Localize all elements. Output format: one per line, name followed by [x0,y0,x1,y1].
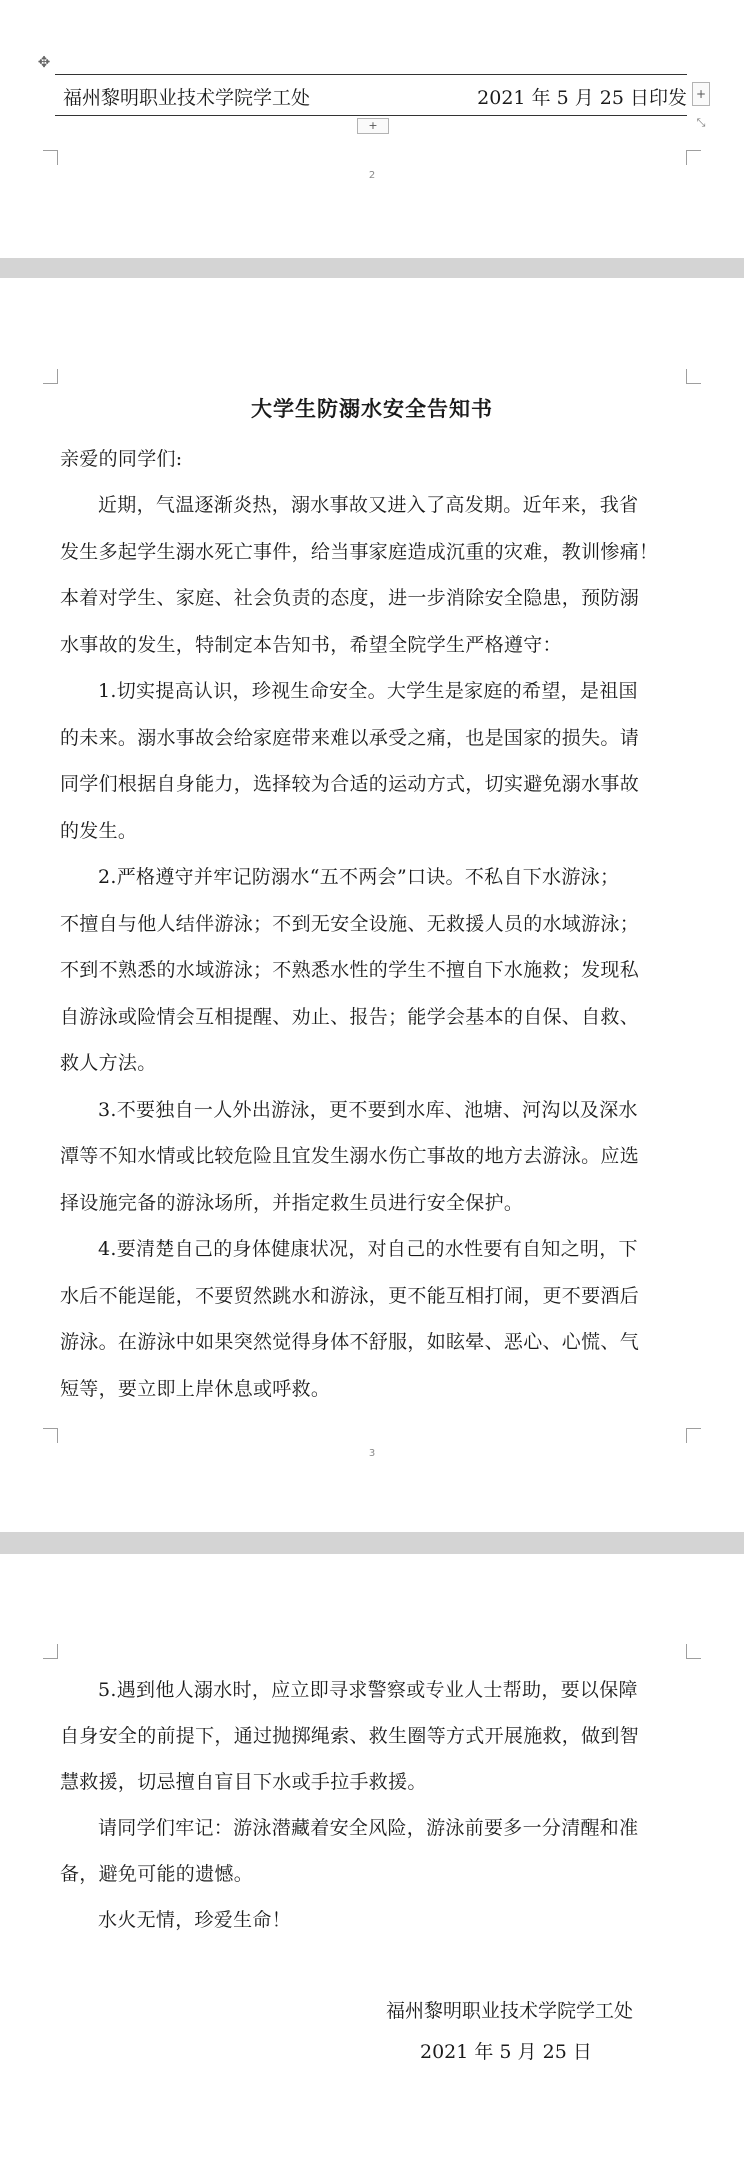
footer-issuer: 福州黎明职业技术学院学工处 [63,87,311,109]
page-gap [0,258,744,278]
margin-mark-bottom-right [686,150,701,165]
notice-text-line: 游泳。在游泳中如果突然觉得身体不舒服，如眩晕、恶心、心慌、气 [60,1331,640,1353]
margin-mark-bottom-left [43,1428,58,1443]
notice-text-line: 的未来。溺水事故会给家庭带来难以承受之痛，也是国家的损失。请 [60,726,640,749]
notice-text-line: 水后不能逞能，不要贸然跳水和游泳，更不能互相打闹，更不要酒后 [60,1284,640,1307]
page-number-2: 2 [368,170,376,181]
notice-text-line: 2.严格遵守并牢记防溺水“五不两会”口诀。不私自下水游泳； [98,866,620,888]
table-move-handle-icon[interactable]: ✥ [37,53,51,71]
margin-mark-top-left [43,369,58,384]
notice-text-line: 发生多起学生溺水死亡事件，给当事家庭造成沉重的灾难，教训惨痛！ [60,540,659,563]
signature-date: 2021 年 5 月 25 日 [420,2041,592,2063]
footer-issue-table [55,74,687,116]
notice-text-line: 自身安全的前提下，通过抛掷绳索、救生圈等方式开展施救，做到智 [60,1725,640,1747]
signature-issuer: 福州黎明职业技术学院学工处 [386,2000,634,2022]
notice-greeting: 亲爱的同学们: [60,448,183,470]
add-row-plus-icon[interactable]: + [357,118,389,134]
notice-text-line: 潭等不知水情或比较危险且宜发生溺水伤亡事故的地方去游泳。应选 [60,1145,640,1167]
notice-text-line: 4.要清楚自己的身体健康状况，对自己的水性要有自知之明，下 [98,1238,638,1260]
notice-text-line: 备，避免可能的遗憾。 [60,1863,254,1885]
notice-text-line: 1.切实提高认识，珍视生命安全。大学生是家庭的希望，是祖国 [98,680,638,702]
margin-mark-top-right [686,1644,701,1659]
add-column-plus-icon[interactable]: + [692,82,710,106]
notice-text-line: 救人方法。 [60,1052,157,1074]
notice-text-line: 不擅自与他人结伴游泳；不到无安全设施、无救援人员的水域游泳； [60,912,640,935]
notice-text-line: 自游泳或险情会互相提醒、劝止、报告；能学会基本的自保、自救、 [60,1005,640,1028]
notice-text-line: 水事故的发生，特制定本告知书，希望全院学生严格遵守： [60,633,562,656]
page-number-3: 3 [368,1448,376,1459]
notice-text-line: 3.不要独自一人外出游泳，更不要到水库、池塘、河沟以及深水 [98,1098,638,1121]
notice-title: 大学生防溺水安全告知书 [251,396,493,421]
margin-mark-top-right [686,369,701,384]
page-gap [0,1532,744,1554]
notice-text-line: 短等，要立即上岸休息或呼救。 [60,1377,331,1400]
table-resize-icon[interactable]: ⤡ [696,116,706,129]
notice-text-line: 5.遇到他人溺水时，应立即寻求警察或专业人士帮助，要以保障 [98,1679,638,1701]
notice-text-line: 水火无情，珍爱生命！ [98,1909,292,1931]
notice-text-line: 不到不熟悉的水域游泳；不熟悉水性的学生不擅自下水施救；发现私 [60,959,640,981]
notice-text-line: 的发生。 [60,819,138,842]
notice-text-line: 近期，气温逐渐炎热，溺水事故又进入了高发期。近年来，我省 [98,494,639,516]
footer-issue-date: 2021 年 5 月 25 日印发 [477,87,687,109]
notice-text-line: 本着对学生、家庭、社会负责的态度，进一步消除安全隐患，预防溺 [60,587,640,609]
notice-text-line: 同学们根据自身能力，选择较为合适的运动方式，切实避免溺水事故 [60,773,640,795]
margin-mark-top-left [43,1644,58,1659]
notice-text-line: 择设施完备的游泳场所，并指定救生员进行安全保护。 [60,1191,524,1214]
margin-mark-bottom-left [43,150,58,165]
notice-text-line: 慧救援，切忌擅自盲目下水或手拉手救援。 [60,1771,427,1793]
margin-mark-bottom-right [686,1428,701,1443]
notice-text-line: 请同学们牢记：游泳潜藏着安全风险，游泳前要多一分清醒和准 [98,1817,639,1839]
